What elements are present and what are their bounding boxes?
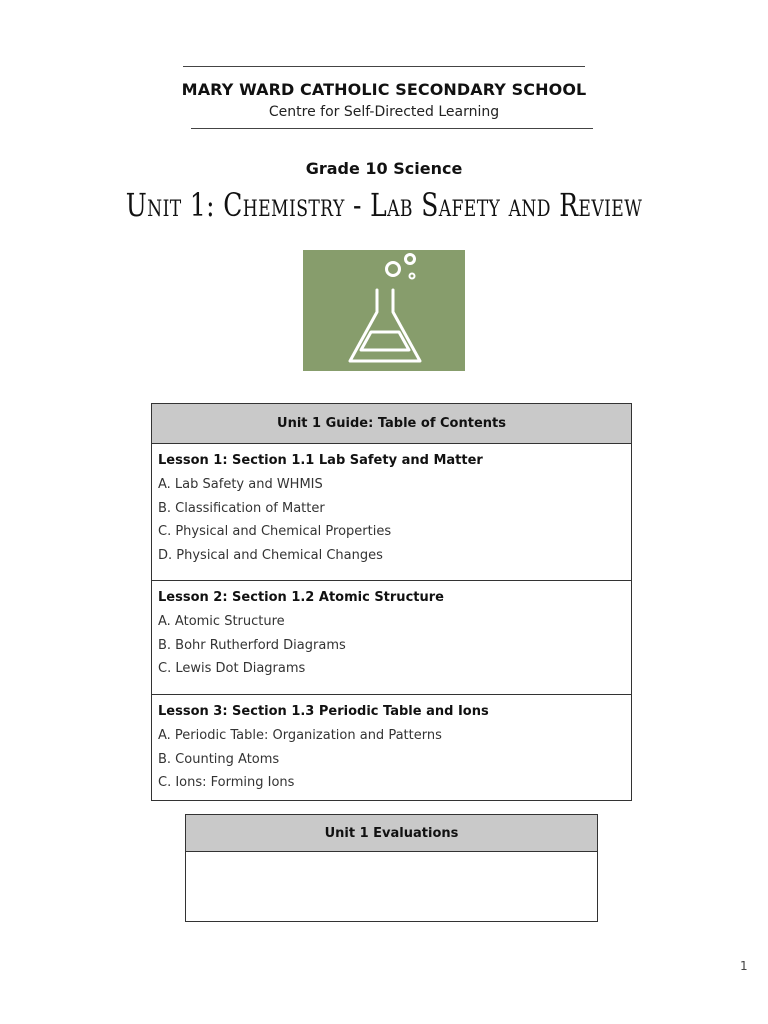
- page-number: 1: [740, 959, 748, 973]
- unit-title: Unit 1: Chemistry - Lab Safety and Review: [125, 186, 643, 224]
- lesson-item: D. Physical and Chemical Changes: [158, 547, 383, 563]
- lesson-item: A. Periodic Table: Organization and Patterns: [158, 728, 442, 743]
- lesson-title: Lesson 2: Section 1.2 Atomic Structure: [158, 590, 444, 605]
- erlenmeyer-flask-icon: [303, 250, 465, 371]
- lesson-block: [152, 444, 631, 581]
- lesson-title: Lesson 3: Section 1.3 Periodic Table and Ions: [158, 704, 489, 719]
- centre-name: Centre for Self-Directed Learning: [268, 104, 500, 120]
- lesson-item: A. Lab Safety and WHMIS: [158, 477, 323, 492]
- lesson-item: C. Lewis Dot Diagrams: [158, 661, 306, 676]
- flask-image: [303, 250, 465, 371]
- top-rule: [183, 66, 585, 67]
- school-name: MARY WARD CATHOLIC SECONDARY SCHOOL: [181, 80, 587, 99]
- lesson-item: C. Ions: Forming Ions: [158, 775, 295, 790]
- lesson-item: C. Physical and Chemical Properties: [158, 524, 392, 539]
- toc-heading: Unit 1 Guide: Table of Contents: [152, 404, 631, 444]
- grade-label: Grade 10 Science: [305, 159, 463, 178]
- header-bottom-rule: [191, 128, 593, 129]
- lesson-block: [152, 581, 631, 695]
- lesson-item: B. Counting Atoms: [158, 751, 280, 767]
- table-of-contents: [151, 403, 632, 801]
- lesson-block: [152, 695, 631, 800]
- lesson-item: A. Atomic Structure: [158, 614, 285, 629]
- lesson-title: Lesson 1: Section 1.1 Lab Safety and Matter: [158, 453, 483, 468]
- evaluations-heading: Unit 1 Evaluations: [186, 815, 597, 852]
- evaluations-box: [185, 814, 598, 922]
- lesson-item: B. Bohr Rutherford Diagrams: [158, 637, 346, 653]
- lesson-item: B. Classification of Matter: [158, 500, 325, 516]
